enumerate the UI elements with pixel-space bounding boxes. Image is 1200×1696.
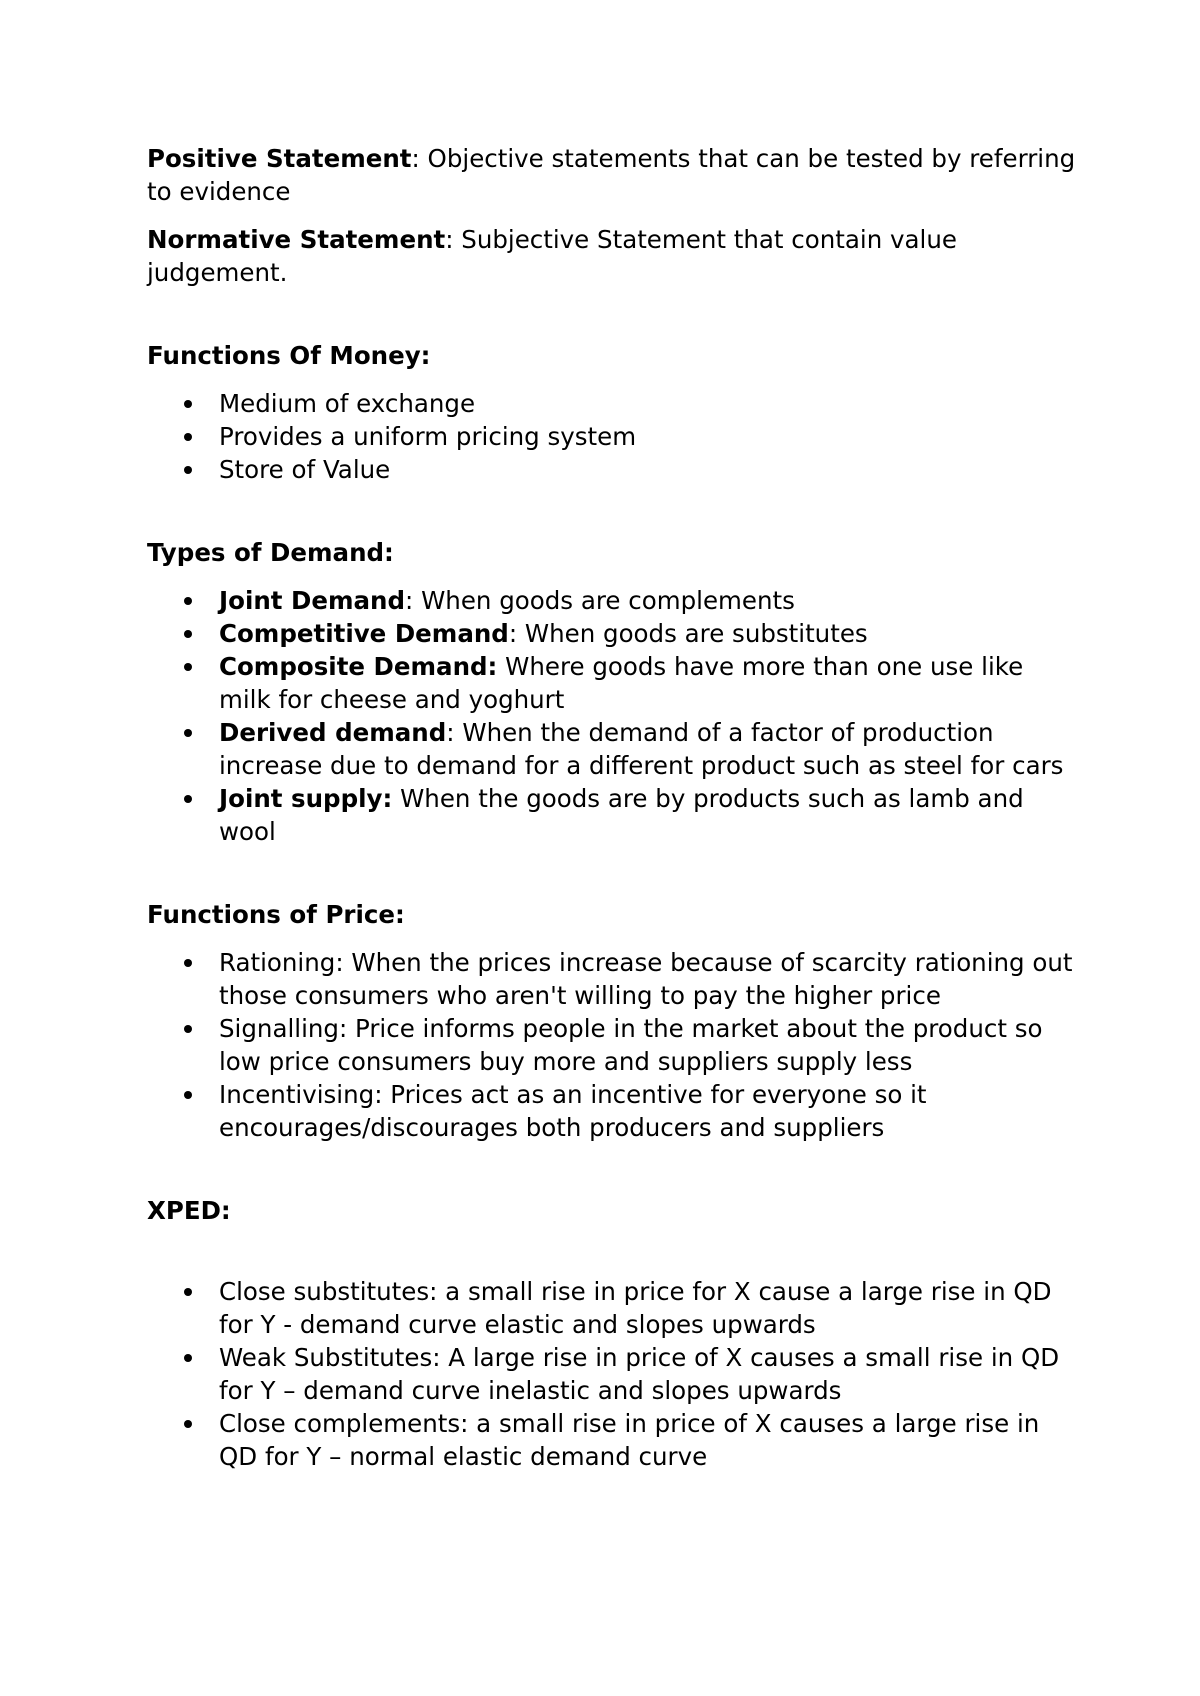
bullet-icon — [184, 663, 192, 671]
list-item-term: Derived demand — [219, 718, 447, 747]
list-item-text: Weak Substitutes: A large rise in price of X causes a small rise in QD for Y – demand curve inelastic and slopes upwards — [219, 1343, 1060, 1405]
definition-text: : Objective statements that can be tested by referring to evidence — [147, 144, 1076, 206]
list-item — [147, 782, 1077, 848]
list-item-text: : When goods are complements — [405, 586, 795, 615]
spacer — [147, 486, 1077, 536]
bullet-icon — [184, 1288, 192, 1296]
definition-normative-statement — [147, 223, 1077, 289]
bullet-icon — [184, 1025, 192, 1033]
list-xped — [147, 1275, 1077, 1473]
list-item-text: Close substitutes: a small rise in price for X cause a large rise in QD for Y - demand curve elastic and slopes upwards — [219, 1277, 1052, 1339]
list-item — [147, 1407, 1077, 1473]
bullet-icon — [184, 1354, 192, 1362]
heading-types-of-demand: Types of Demand: — [147, 538, 394, 567]
list-item — [147, 420, 1077, 453]
list-item — [147, 617, 1077, 650]
list-item-text: Where goods have more than one use like milk for cheese and yoghurt — [219, 652, 1024, 714]
list-item-text: Close complements: a small rise in price of X causes a large rise in QD for Y – normal elastic demand curve — [219, 1409, 1040, 1471]
list-functions-of-money — [147, 387, 1077, 486]
bullet-icon — [184, 630, 192, 638]
list-item — [147, 946, 1077, 1012]
definition-text: : Subjective Statement that contain value judgement. — [147, 225, 957, 287]
list-item-text: : When goods are substitutes — [508, 619, 868, 648]
list-item — [147, 387, 1077, 420]
heading-xped: XPED: — [147, 1196, 231, 1225]
bullet-icon — [184, 400, 192, 408]
list-item-text: Provides a uniform pricing system — [219, 422, 637, 451]
list-functions-of-price — [147, 946, 1077, 1144]
bullet-icon — [184, 433, 192, 441]
definition-term: Positive Statement — [147, 144, 412, 173]
list-item-text: : When the demand of a factor of production increase due to demand for a different product such as steel for cars — [219, 718, 1064, 780]
list-item — [147, 1275, 1077, 1341]
list-item-term: Joint Demand — [219, 586, 406, 615]
bullet-icon — [184, 466, 192, 474]
list-item-text: Store of Value — [219, 455, 391, 484]
list-item — [147, 716, 1077, 782]
list-item-term: Composite Demand: — [219, 652, 498, 681]
list-item-text: Signalling: Price informs people in the market about the product so low price consumers buy more and suppliers supply less — [219, 1014, 1043, 1076]
list-item-term: Competitive Demand — [219, 619, 509, 648]
list-item-text: Medium of exchange — [219, 389, 476, 418]
bullet-icon — [184, 1420, 192, 1428]
definition-positive-statement — [147, 142, 1077, 208]
list-item — [147, 1341, 1077, 1407]
heading-functions-of-price: Functions of Price: — [147, 900, 405, 929]
list-item — [147, 1078, 1077, 1144]
bullet-icon — [184, 597, 192, 605]
definition-term: Normative Statement — [147, 225, 446, 254]
bullet-icon — [184, 959, 192, 967]
list-item-text: Incentivising: Prices act as an incentive for everyone so it encourages/discourages both producers and suppliers — [219, 1080, 927, 1142]
bullet-icon — [184, 729, 192, 737]
document-page — [147, 142, 1077, 1473]
heading-functions-of-money: Functions Of Money: — [147, 341, 431, 370]
list-item — [147, 453, 1077, 486]
list-types-of-demand — [147, 584, 1077, 848]
spacer — [147, 1144, 1077, 1194]
list-item — [147, 1012, 1077, 1078]
list-item — [147, 650, 1077, 716]
list-item-term: Joint supply: — [219, 784, 393, 813]
bullet-icon — [184, 1091, 192, 1099]
list-item — [147, 584, 1077, 617]
list-item-text: Rationing: When the prices increase because of scarcity rationing out those consumers who aren't willing to pay the higher price — [219, 948, 1073, 1010]
bullet-icon — [184, 795, 192, 803]
list-item-text: When the goods are by products such as lamb and wool — [219, 784, 1024, 846]
spacer — [147, 289, 1077, 339]
spacer — [147, 848, 1077, 898]
